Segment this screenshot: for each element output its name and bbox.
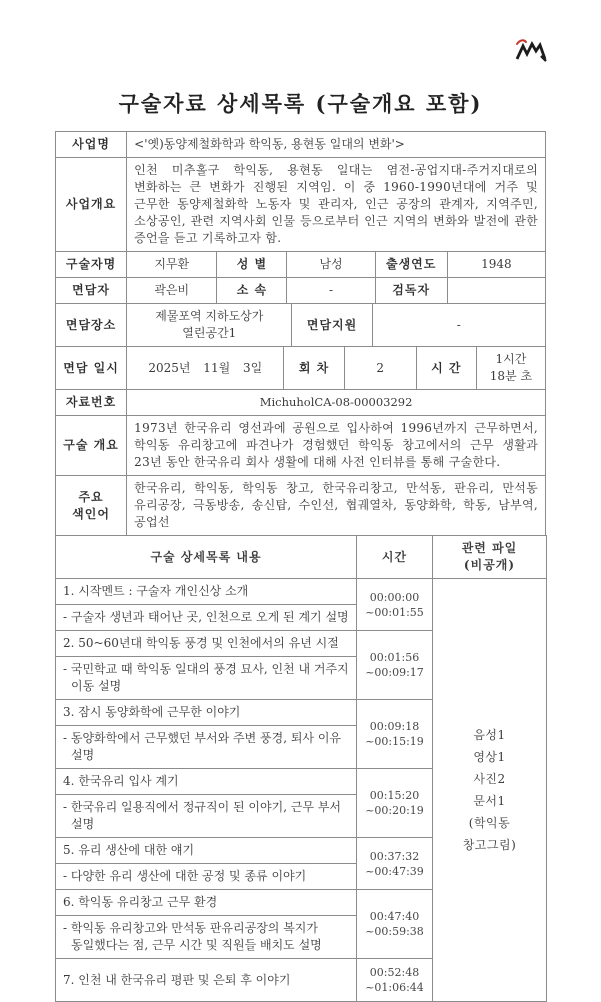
project-summary-value: 인천 미추홀구 학익동, 용현동 일대는 염전-공업지대-주거지대로의 변화하는 큰 변화가 진행된 지역임. 이 중 1960-1990년대에 거주 및 근무한 동양제철화학 노동자 및 관리자, 인근 공장의 관계자, 지역주민, 소상공인, 관련 지역사회 인물 등으로부터 인근 지역의 변화와 발전에 관한 증언을 듣고 기록하고자 함. (127, 158, 546, 252)
detail-item-sub: - 다양한 유리 생산에 대한 공정 및 종류 이야기 (56, 864, 357, 890)
detail-item-sub: - 국민학교 때 학익동 일대의 풍경 묘사, 인천 내 거주지 이동 설명 (56, 657, 357, 700)
detail-item-sub: - 구술자 생년과 태어난 곳, 인천으로 오게 된 계기 설명 (56, 605, 357, 631)
affiliation-value: - (287, 278, 375, 304)
detail-item-sub: - 학익동 유리창고와 만석동 판유리공장의 복지가 동일했다는 점, 근무 시간 및 직원들 배치도 설명 (56, 916, 357, 959)
reviewer-value (447, 278, 545, 304)
detail-item-title: 4. 한국유리 입사 계기 (56, 769, 357, 795)
related-file: (학익동 창고그림) (462, 816, 517, 852)
time-range (357, 890, 433, 959)
oral-record-table (55, 131, 546, 1002)
narrator-label: 구술자명 (56, 252, 127, 278)
oral-summary-label: 구술 개요 (56, 416, 127, 476)
keywords-value: 한국유리, 학익동, 학익동 창고, 한국유리창고, 만석동, 판유리, 만석동 유리공장, 극동방송, 송신탑, 수인선, 협궤열차, 동양화학, 학동, 남부역, 공업선 (127, 476, 546, 536)
time-range (357, 959, 433, 1002)
date-label: 면담 일시 (56, 347, 127, 390)
time-start: 00:01:56 (369, 651, 420, 664)
duration-value: 1시간 18분 초 (476, 347, 545, 390)
detail-item-title: 5. 유리 생산에 대한 얘기 (56, 838, 357, 864)
related-file: 사진2 (473, 772, 506, 786)
interviewer-value: 곽은비 (127, 278, 217, 304)
time-start: 00:09:18 (369, 720, 420, 733)
time-end: ~01:06:44 (365, 981, 424, 994)
reviewer-label: 검독자 (375, 278, 447, 304)
michuhol-logo-icon (513, 36, 549, 64)
detail-files-header: 관련 파일(비공개) (433, 536, 547, 579)
detail-item-title: 3. 잠시 동양화학에 근무한 이야기 (56, 700, 357, 726)
detail-item-title: 2. 50~60년대 학익동 풍경 및 인천에서의 유년 시절 (56, 631, 357, 657)
place-label: 면담장소 (56, 304, 127, 347)
detail-item-title: 7. 인천 내 한국유리 평판 및 은퇴 후 이야기 (56, 959, 357, 1002)
support-value: - (372, 304, 545, 347)
page-title: 구술자료 상세목록 (구술개요 포함) (118, 91, 483, 116)
narrator-value: 지무환 (127, 252, 217, 278)
affiliation-label: 소 속 (217, 278, 287, 304)
gender-value: 남성 (287, 252, 375, 278)
interviewer-label: 면담자 (56, 278, 127, 304)
time-end: ~00:15:19 (365, 735, 424, 748)
time-end: ~00:47:39 (365, 864, 424, 878)
time-range (357, 631, 433, 700)
keywords-label: 주요 색인어 (56, 476, 127, 536)
time-range (357, 700, 433, 769)
project-summary-label: 사업개요 (56, 158, 127, 252)
time-range (357, 838, 433, 890)
gender-label: 성 별 (217, 252, 287, 278)
related-file: 음성1 (473, 728, 506, 742)
time-start: 00:37:32 (369, 849, 420, 863)
time-start: 00:15:20 (369, 789, 420, 802)
duration-label: 시 간 (416, 347, 476, 390)
birth-year-value: 1948 (447, 252, 545, 278)
project-name-value: <'옛)동양제철화학과 학익동, 용현동 일대의 변화'> (127, 132, 546, 158)
detail-item-title: 6. 학익동 유리창고 근무 환경 (56, 890, 357, 916)
detail-time-header: 시간 (357, 536, 433, 579)
support-label: 면담지원 (292, 304, 372, 347)
time-range (357, 579, 433, 631)
detail-item-sub: - 한국유리 일용직에서 정규직이 된 이야기, 근무 부서 설명 (56, 795, 357, 838)
time-end: ~00:20:19 (365, 804, 424, 817)
time-start: 00:00:00 (369, 590, 420, 604)
doc-no-value: MichuholCA-08-00003292 (127, 390, 546, 416)
oral-summary-value: 1973년 한국유리 영선과에 공원으로 입사하여 1996년까지 근무하면서, 학익동 유리창고에 파견나가 경험했던 학익동 창고에서의 근무 생활과 23년 동안 한국유리 회사 생활에 대해 사전 인터뷰를 통해 구술한다. (127, 416, 546, 476)
related-files-cell (433, 579, 547, 1002)
detail-content-header: 구술 상세목록 내용 (56, 536, 357, 579)
project-name-label: 사업명 (56, 132, 127, 158)
detail-item-title: 1. 시작멘트 : 구술자 개인신상 소개 (56, 579, 357, 605)
related-file: 문서1 (473, 794, 506, 808)
summary-info-table (55, 389, 546, 536)
time-start: 00:47:40 (369, 910, 420, 923)
time-start: 00:52:48 (369, 966, 420, 979)
place-value: 제물포역 지하도상가 열린공간1 (127, 304, 292, 347)
date-value: 2025년 11월 3일 (127, 347, 284, 390)
time-range (357, 769, 433, 838)
place-info-table (55, 303, 546, 347)
time-end: ~00:09:17 (365, 666, 424, 679)
doc-no-label: 자료번호 (56, 390, 127, 416)
person-info-table (55, 251, 546, 304)
session-value: 2 (344, 347, 416, 390)
detail-list-table (55, 535, 547, 1002)
time-end: ~00:01:55 (365, 605, 424, 619)
time-end: ~00:59:38 (365, 925, 424, 938)
detail-item-sub: - 동양화학에서 근무했던 부서와 주변 풍경, 퇴사 이유 설명 (56, 726, 357, 769)
related-file: 영상1 (473, 750, 506, 764)
date-info-table (55, 346, 546, 390)
session-label: 회 차 (284, 347, 344, 390)
project-info-table (55, 131, 546, 252)
birth-year-label: 출생연도 (375, 252, 447, 278)
